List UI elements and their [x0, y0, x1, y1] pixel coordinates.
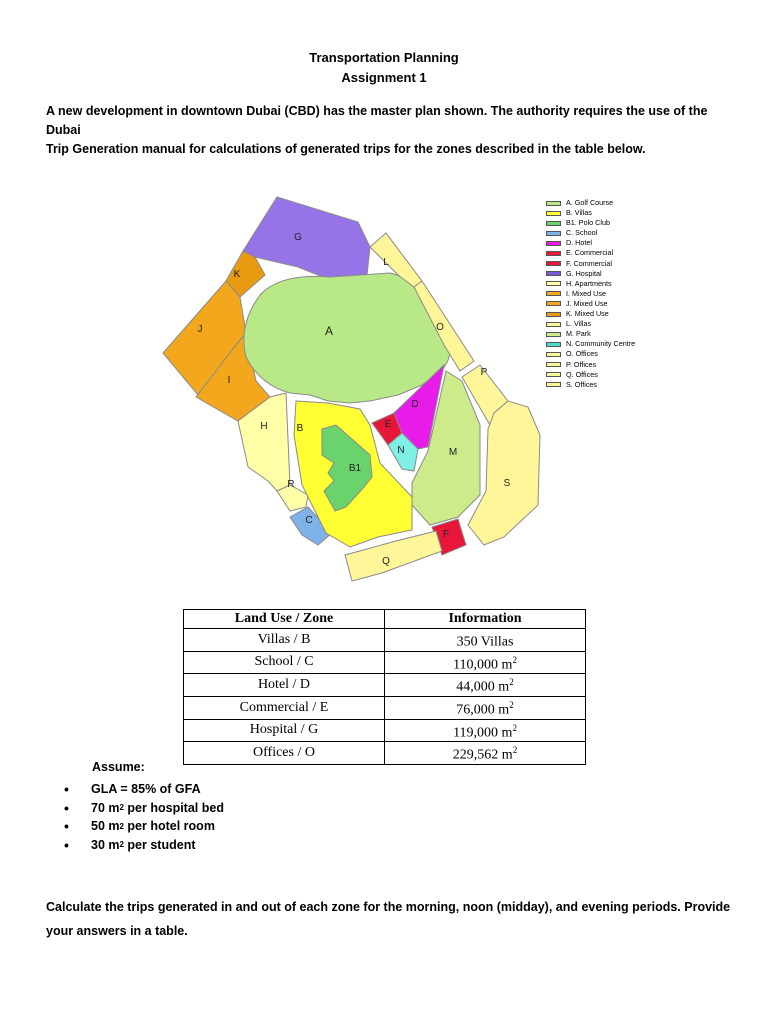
label-q: Q	[382, 556, 390, 567]
legend-item	[546, 218, 635, 228]
legend-item	[546, 289, 635, 299]
legend-label: N. Community Centre	[566, 339, 636, 349]
legend-label: M. Park	[566, 329, 591, 339]
legend-swatch	[546, 291, 561, 296]
legend-item	[546, 299, 635, 309]
legend-label: Q. Offices	[566, 369, 598, 379]
legend-item	[546, 360, 635, 370]
label-o: O	[436, 322, 444, 333]
legend-label: O. Offices	[566, 349, 598, 359]
legend-label: C. School	[566, 228, 598, 238]
label-f: F	[442, 529, 450, 540]
info-cell	[385, 719, 586, 742]
legend-swatch	[546, 201, 561, 206]
info-unit-exponent: 2	[509, 699, 514, 710]
legend-swatch	[546, 382, 561, 387]
legend-label: K. Mixed Use	[566, 309, 609, 319]
legend-swatch	[546, 312, 561, 317]
legend-label: D. Hotel	[566, 238, 592, 248]
label-i: I	[227, 375, 231, 386]
label-n: N	[397, 445, 405, 456]
legend-item	[546, 349, 635, 359]
label-r: R	[287, 479, 295, 490]
info-value: 229,562 m	[452, 747, 513, 763]
legend-label: G. Hospital	[566, 268, 602, 278]
legend-label: S. Offices	[566, 379, 598, 389]
legend-item	[546, 329, 635, 339]
zone-cell: Offices / O	[184, 742, 385, 765]
assumption-exponent: 2	[119, 803, 124, 813]
assumption-item	[46, 817, 224, 836]
label-j: J	[197, 324, 203, 335]
table-header-zone: Land Use / Zone	[184, 610, 385, 629]
info-cell	[385, 742, 586, 765]
legend-swatch	[546, 362, 561, 367]
legend-item	[546, 370, 635, 380]
label-c: C	[305, 515, 313, 526]
intro-paragraph	[46, 102, 736, 159]
intro-line-2: Trip Generation manual for calculations of generated trips for the zones described in the table below.	[46, 142, 646, 156]
assume-heading: Assume:	[92, 760, 145, 774]
legend-item	[546, 208, 635, 218]
info-cell	[385, 696, 586, 719]
table-row	[184, 742, 586, 765]
legend-item	[546, 248, 635, 258]
info-unit-exponent: 2	[512, 722, 517, 733]
info-value: 44,000 m	[456, 679, 510, 695]
legend-item	[546, 259, 635, 269]
master-plan-map	[150, 185, 545, 595]
label-h: H	[260, 421, 268, 432]
legend-swatch	[546, 261, 561, 266]
legend-label: B. Villas	[566, 208, 592, 218]
info-value: 350 Villas	[456, 634, 514, 650]
table-row	[184, 696, 586, 719]
legend-swatch	[546, 211, 561, 216]
legend-item	[546, 380, 635, 390]
label-d: D	[411, 399, 419, 410]
info-unit-exponent: 2	[512, 745, 518, 756]
bullet-icon: •	[64, 781, 69, 798]
legend-label: A. Golf Course	[566, 198, 614, 207]
label-g: G	[294, 232, 302, 243]
legend-label: J. Mixed Use	[566, 298, 608, 308]
legend-swatch	[546, 231, 561, 236]
label-b1: B1	[348, 463, 362, 474]
bullet-icon: •	[64, 836, 69, 853]
info-cell	[385, 629, 586, 652]
legend-swatch	[546, 251, 561, 256]
legend-swatch	[546, 352, 561, 357]
assumption-text: 30 m	[91, 837, 120, 852]
zone-cell: Villas / B	[184, 629, 385, 652]
zone-cell: Commercial / E	[184, 696, 385, 719]
label-p: P	[480, 367, 488, 378]
map-legend	[546, 198, 635, 390]
assumption-exponent: 2	[119, 821, 124, 831]
legend-label: F. Commercial	[566, 258, 612, 268]
task-line-1: Calculate the trips generated in and out of each zone for the morning, noon (midday), and evening periods. Provide	[46, 900, 731, 914]
bullet-icon: •	[64, 818, 69, 835]
assumption-text: 50 m	[91, 819, 120, 834]
assumption-item	[46, 836, 224, 855]
table-header-information: Information	[385, 610, 586, 629]
assumption-list	[46, 780, 224, 854]
info-value: 76,000 m	[456, 702, 510, 718]
label-b: B	[296, 423, 304, 434]
legend-swatch	[546, 221, 561, 226]
legend-swatch	[546, 271, 561, 276]
legend-item	[546, 319, 635, 329]
zone-cell: Hotel / D	[184, 674, 385, 697]
assumption-exponent: 2	[119, 840, 124, 850]
zone-cell: Hospital / G	[184, 719, 385, 742]
assumption-text: 70 m	[91, 800, 120, 815]
legend-label: E. Commercial	[566, 248, 614, 258]
legend-label: B1. Polo Club	[566, 218, 610, 228]
task-line-2: your answers in a table.	[46, 924, 188, 938]
legend-label: L. Villas	[566, 319, 592, 329]
label-a: A	[324, 324, 334, 338]
info-value: 110,000 m	[453, 657, 513, 673]
legend-item	[546, 309, 635, 319]
label-m: M	[448, 447, 458, 458]
legend-swatch	[546, 372, 561, 377]
legend-item	[546, 279, 635, 289]
assumption-text: GLA = 85% of GFA	[91, 782, 201, 797]
legend-swatch	[546, 332, 561, 337]
legend-item	[546, 228, 635, 238]
table-row	[184, 674, 586, 697]
legend-label: P. Offices	[566, 359, 597, 369]
legend-swatch	[546, 281, 561, 286]
document-subtitle: Assignment 1	[341, 70, 427, 85]
info-cell	[385, 651, 586, 674]
info-unit-exponent: 2	[509, 677, 514, 688]
label-k: K	[233, 269, 241, 280]
label-e: E	[384, 419, 392, 430]
legend-swatch	[546, 241, 561, 246]
assumption-text-suffix: per hotel room	[123, 819, 215, 834]
assumption-text-suffix: per student	[123, 837, 196, 852]
document-title: Transportation Planning	[309, 50, 459, 65]
task-paragraph	[46, 898, 736, 941]
legend-item	[546, 339, 635, 349]
legend-swatch	[546, 342, 561, 347]
legend-item	[546, 269, 635, 279]
legend-label: I. Mixed Use	[566, 288, 606, 298]
legend-item	[546, 198, 635, 208]
zone-cell: School / C	[184, 651, 385, 674]
bullet-icon: •	[64, 799, 69, 816]
legend-swatch	[546, 322, 561, 327]
legend-swatch	[546, 301, 561, 306]
assumption-item	[46, 799, 224, 818]
assumption-text-suffix: per hospital bed	[123, 800, 224, 815]
zone-info-table	[183, 609, 586, 765]
legend-item	[546, 238, 635, 248]
info-cell	[385, 674, 586, 697]
table-row	[184, 651, 586, 674]
assumption-item	[46, 780, 224, 799]
label-l: L	[383, 257, 389, 268]
legend-label: H. Apartments	[566, 278, 612, 288]
label-s: S	[503, 478, 511, 489]
intro-line-1: A new development in downtown Dubai (CBD) has the master plan shown. The authority requires the use of the Dubai	[46, 104, 708, 137]
info-unit-exponent: 2	[512, 654, 517, 665]
table-row	[184, 629, 586, 652]
table-row	[184, 719, 586, 742]
info-value: 119,000 m	[453, 725, 513, 741]
